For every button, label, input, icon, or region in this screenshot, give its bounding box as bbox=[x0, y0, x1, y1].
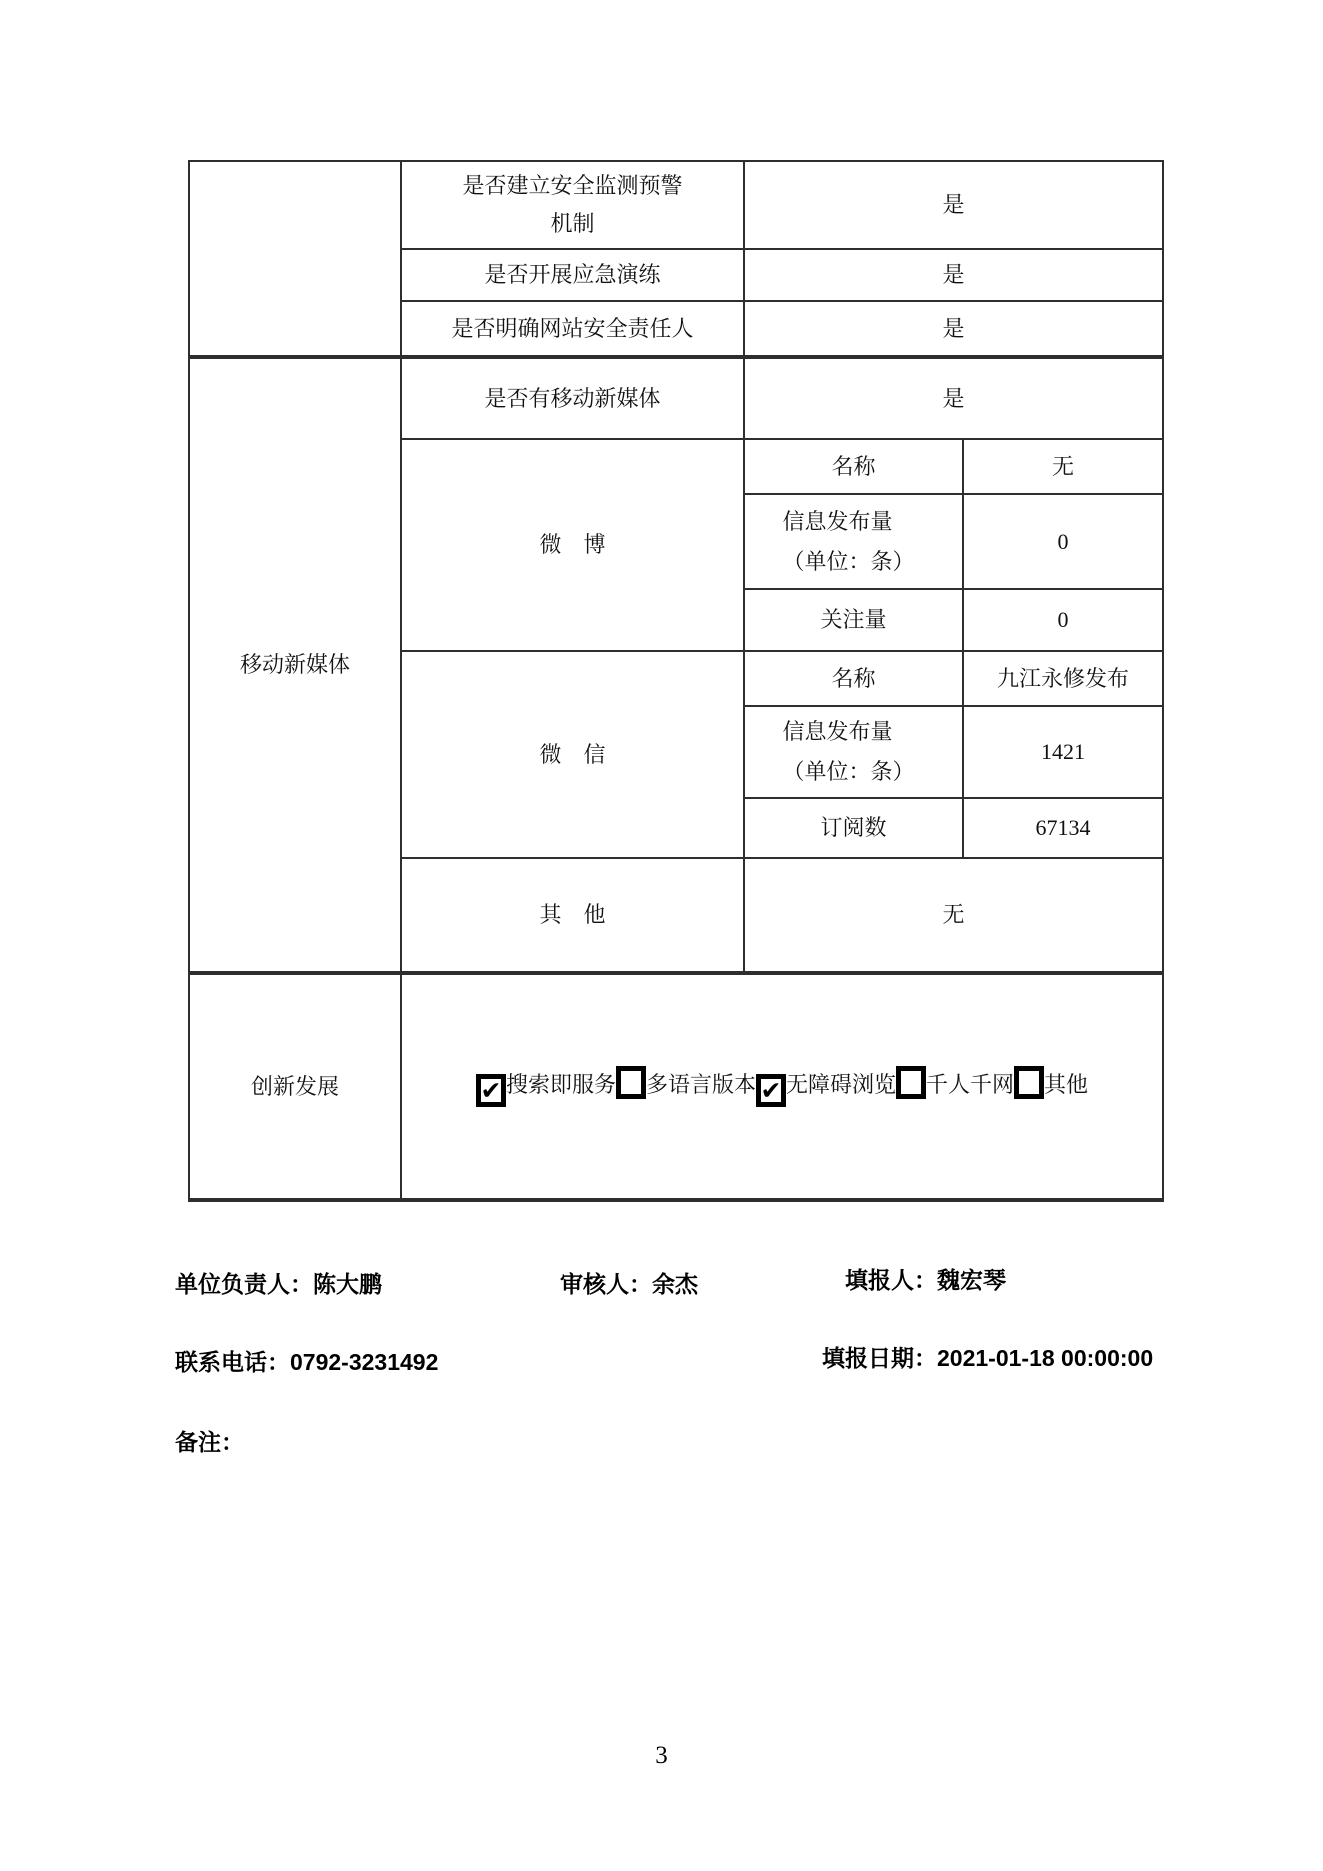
field-label-cell: 名称 bbox=[744, 439, 963, 494]
field-label: 信息发布量（单位：条） bbox=[782, 508, 915, 574]
checkbox-label: 千人千网 bbox=[926, 1072, 1015, 1097]
answer-cell: 是 bbox=[744, 301, 1163, 357]
weixin-group-cell: 微 信 bbox=[401, 651, 744, 858]
field-label-cell: 订阅数 bbox=[744, 798, 963, 858]
answer-cell: 是 bbox=[744, 161, 1163, 249]
section-cell-empty bbox=[189, 161, 401, 357]
table-row bbox=[189, 357, 1163, 439]
section-cell-mobile-media: 移动新媒体 bbox=[189, 357, 401, 973]
question-cell: 是否明确网站安全责任人 bbox=[401, 301, 744, 357]
checkbox-unchecked-icon[interactable] bbox=[616, 1066, 646, 1099]
field-value-cell: 九江永修发布 bbox=[963, 651, 1163, 706]
field-label-cell bbox=[744, 494, 963, 589]
field-label: 信息发布量（单位：条） bbox=[782, 719, 915, 784]
question-cell bbox=[401, 161, 744, 249]
field-value-cell: 67134 bbox=[963, 798, 1163, 858]
field-value-cell: 0 bbox=[963, 494, 1163, 589]
answer-cell: 无 bbox=[744, 858, 1163, 973]
reviewer-note: 审核人：余杰 bbox=[560, 1271, 698, 1297]
weibo-group-cell: 微 博 bbox=[401, 439, 744, 651]
checkbox-unchecked-icon[interactable] bbox=[1014, 1066, 1044, 1099]
checkbox-checked-icon[interactable]: ✔ bbox=[756, 1074, 786, 1107]
innovation-options-cell bbox=[401, 973, 1163, 1200]
table-row bbox=[189, 161, 1163, 249]
question-cell: 是否开展应急演练 bbox=[401, 249, 744, 301]
phone-note: 联系电话：0792-3231492 bbox=[175, 1349, 439, 1375]
field-label-cell bbox=[744, 706, 963, 798]
other-group-cell: 其 他 bbox=[401, 858, 744, 973]
question-label: 是否建立安全监测预警机制 bbox=[462, 172, 683, 236]
question-cell: 是否有移动新媒体 bbox=[401, 357, 744, 439]
innovation-options bbox=[476, 1072, 1089, 1105]
section-cell-innovation: 创新发展 bbox=[189, 973, 401, 1200]
field-label-cell: 名称 bbox=[744, 651, 963, 706]
checkbox-label: 无障碍浏览 bbox=[786, 1072, 897, 1097]
field-value-cell: 无 bbox=[963, 439, 1163, 494]
unit-head-note: 单位负责人：陈大鹏 bbox=[175, 1271, 382, 1297]
answer-cell: 是 bbox=[744, 249, 1163, 301]
field-value-cell: 0 bbox=[963, 589, 1163, 651]
checkbox-label: 搜索即服务 bbox=[505, 1072, 616, 1097]
field-value-cell: 1421 bbox=[963, 706, 1163, 798]
checkbox-label: 多语言版本 bbox=[645, 1072, 756, 1097]
checkbox-label: 其他 bbox=[1044, 1072, 1089, 1097]
field-label-cell: 关注量 bbox=[744, 589, 963, 651]
page-number: 3 bbox=[655, 1742, 668, 1769]
table-row bbox=[189, 973, 1163, 1200]
answer-cell: 是 bbox=[744, 357, 1163, 439]
website-report-table bbox=[188, 160, 1164, 1202]
checkbox-checked-icon[interactable]: ✔ bbox=[476, 1074, 506, 1107]
filler-note: 填报人：魏宏琴 bbox=[845, 1267, 1006, 1293]
fill-date-note: 填报日期：2021-01-18 00:00:00 bbox=[822, 1345, 1154, 1371]
checkbox-unchecked-icon[interactable] bbox=[896, 1066, 926, 1099]
remarks-note: 备注： bbox=[175, 1429, 244, 1455]
